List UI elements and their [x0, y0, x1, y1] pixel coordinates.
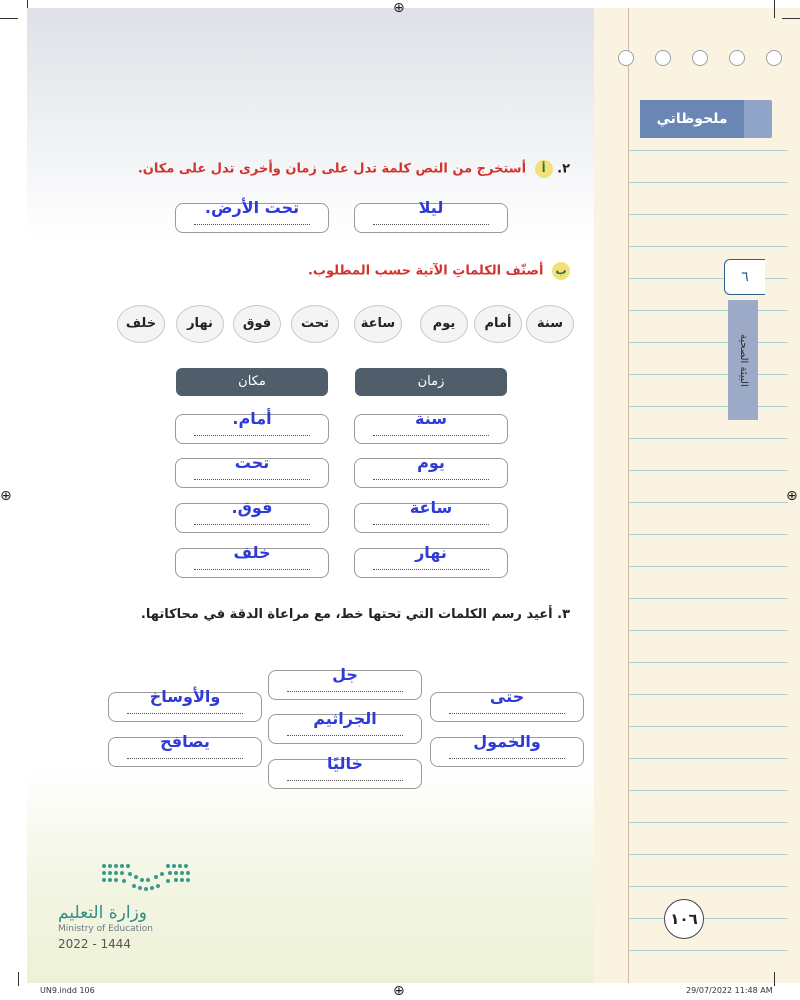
notes-title: ملحوظاتي — [640, 100, 744, 138]
ministry-logo-icon — [100, 862, 192, 894]
notes-ruled-line — [628, 662, 788, 663]
word-chip: يوم — [420, 305, 468, 343]
ministry-name-english: Ministry of Education — [58, 924, 153, 934]
copy-box[interactable] — [430, 732, 584, 767]
notes-ruled-line — [628, 374, 788, 375]
dotted-line — [287, 691, 403, 692]
dotted-line — [373, 435, 489, 436]
answer-text: يصافح — [160, 732, 210, 751]
trim-mark — [27, 0, 28, 8]
column-header-place: مكان — [176, 368, 328, 396]
q2-number: ٢. — [557, 161, 570, 177]
dotted-line — [449, 758, 565, 759]
notes-ruled-line — [628, 502, 788, 503]
dotted-line — [194, 224, 310, 225]
notes-ruled-line — [628, 534, 788, 535]
dotted-line — [194, 524, 310, 525]
notes-ruled-line — [628, 694, 788, 695]
ministry-year: 2022 - 1444 — [58, 937, 132, 951]
binder-hole — [692, 50, 708, 66]
answer-box-place[interactable] — [175, 543, 329, 578]
word-chip: نهار — [176, 305, 224, 343]
dotted-line — [287, 780, 403, 781]
notes-ruled-line — [628, 918, 788, 919]
notes-title-tab — [640, 100, 772, 138]
trim-mark — [774, 0, 775, 18]
notes-ruled-line — [628, 214, 788, 215]
answer-box-place[interactable] — [175, 409, 329, 444]
part-a-badge: أ — [535, 160, 553, 178]
notes-ruled-line — [628, 182, 788, 183]
notes-ruled-line — [628, 950, 788, 951]
word-chip: فوق — [233, 305, 281, 343]
main-content-area — [27, 8, 594, 983]
dotted-line — [194, 569, 310, 570]
dotted-line — [373, 524, 489, 525]
dotted-line — [194, 435, 310, 436]
dotted-line — [194, 479, 310, 480]
notes-ruled-line — [628, 342, 788, 343]
answer-text: حتى — [489, 687, 525, 706]
registration-mark-icon: ⊕ — [393, 0, 405, 16]
notes-ruled-line — [628, 886, 788, 887]
ministry-name-arabic: وزارة التعليم — [58, 903, 147, 923]
dotted-line — [373, 569, 489, 570]
answer-text: يوم — [417, 453, 445, 472]
binder-hole — [729, 50, 745, 66]
footer-file-info: UN9.indd 106 — [40, 986, 95, 995]
registration-mark-icon: ⊕ — [0, 488, 12, 504]
word-chip: ساعة — [354, 305, 402, 343]
notes-ruled-line — [628, 566, 788, 567]
answer-text: فوق. — [231, 498, 273, 517]
copy-box[interactable] — [108, 687, 262, 722]
notes-ruled-line — [628, 854, 788, 855]
answer-text: خلف — [233, 543, 271, 562]
word-chip: سنة — [526, 305, 574, 343]
dotted-line — [127, 758, 243, 759]
notes-margin-line — [628, 8, 629, 983]
q2-part-a-prompt — [138, 160, 570, 178]
word-chip: أمام — [474, 305, 522, 343]
binder-hole — [766, 50, 782, 66]
notes-ruled-line — [628, 726, 788, 727]
answer-box-time[interactable] — [354, 198, 508, 233]
binder-hole — [618, 50, 634, 66]
answer-text: الجراثيم — [313, 709, 377, 728]
notes-ruled-line — [628, 406, 788, 407]
answer-box-time[interactable] — [354, 409, 508, 444]
dotted-line — [373, 479, 489, 480]
trim-mark — [18, 972, 19, 986]
registration-mark-icon: ⊕ — [786, 488, 798, 504]
answer-text: خاليًا — [326, 754, 364, 773]
answer-text: ساعة — [409, 498, 453, 517]
dotted-line — [373, 224, 489, 225]
answer-box-time[interactable] — [354, 543, 508, 578]
answer-text: تحت — [234, 453, 270, 472]
trim-mark — [774, 972, 775, 986]
notes-ruled-line — [628, 790, 788, 791]
part-b-badge: ب — [552, 262, 570, 280]
trim-mark — [0, 18, 18, 19]
notes-ruled-line — [628, 758, 788, 759]
copy-box[interactable] — [268, 754, 422, 789]
answer-text: ليلا — [418, 198, 444, 217]
answer-box-place[interactable] — [175, 198, 329, 233]
dotted-line — [287, 735, 403, 736]
registration-mark-icon: ⊕ — [393, 983, 405, 999]
column-header-time: زمان — [355, 368, 507, 396]
q2-part-b-prompt — [308, 262, 570, 280]
answer-text: أمام. — [232, 409, 272, 428]
trim-mark — [782, 18, 800, 19]
answer-text: تحت الأرض. — [204, 198, 300, 217]
page-number: ١٠٦ — [664, 899, 704, 939]
answer-box-place[interactable] — [175, 453, 329, 488]
notes-panel — [594, 8, 800, 983]
q3-prompt: ٣. أعيد رسم الكلمات التي تحتها خط، مع مراعاة الدقة في محاكاتها. — [140, 607, 570, 622]
notes-ruled-line — [628, 630, 788, 631]
dotted-line — [449, 713, 565, 714]
answer-box-time[interactable] — [354, 453, 508, 488]
answer-text: نهار — [415, 543, 447, 562]
word-chip: خلف — [117, 305, 165, 343]
copy-box[interactable] — [268, 665, 422, 700]
notes-ruled-line — [628, 470, 788, 471]
answer-box-time[interactable] — [354, 498, 508, 533]
answer-box-place[interactable] — [175, 498, 329, 533]
q2-part-a-text: أستخرج من النص كلمة تدل على زمان وأخرى تدل على مكان. — [137, 161, 527, 177]
notes-ruled-line — [628, 822, 788, 823]
copy-box[interactable] — [268, 709, 422, 744]
unit-number: ٦ — [724, 259, 765, 295]
answer-text: والأوساخ — [149, 687, 221, 706]
answer-text: جل — [332, 665, 358, 684]
notes-ruled-line — [628, 150, 788, 151]
notes-ruled-line — [628, 310, 788, 311]
copy-box[interactable] — [108, 732, 262, 767]
notes-ruled-line — [628, 438, 788, 439]
notes-ruled-line — [628, 246, 788, 247]
notes-ruled-line — [628, 598, 788, 599]
word-chip: تحت — [291, 305, 339, 343]
unit-side-label: البيئة الصحية — [728, 300, 758, 420]
answer-text: سنة — [415, 409, 447, 428]
dotted-line — [127, 713, 243, 714]
binder-hole — [655, 50, 671, 66]
copy-box[interactable] — [430, 687, 584, 722]
q2-part-b-text: أصنّف الكلماتِ الآتية حسب المطلوب. — [307, 263, 544, 279]
answer-text: والخمول — [473, 732, 541, 751]
footer-timestamp: 29/07/2022 11:48 AM — [686, 986, 773, 995]
